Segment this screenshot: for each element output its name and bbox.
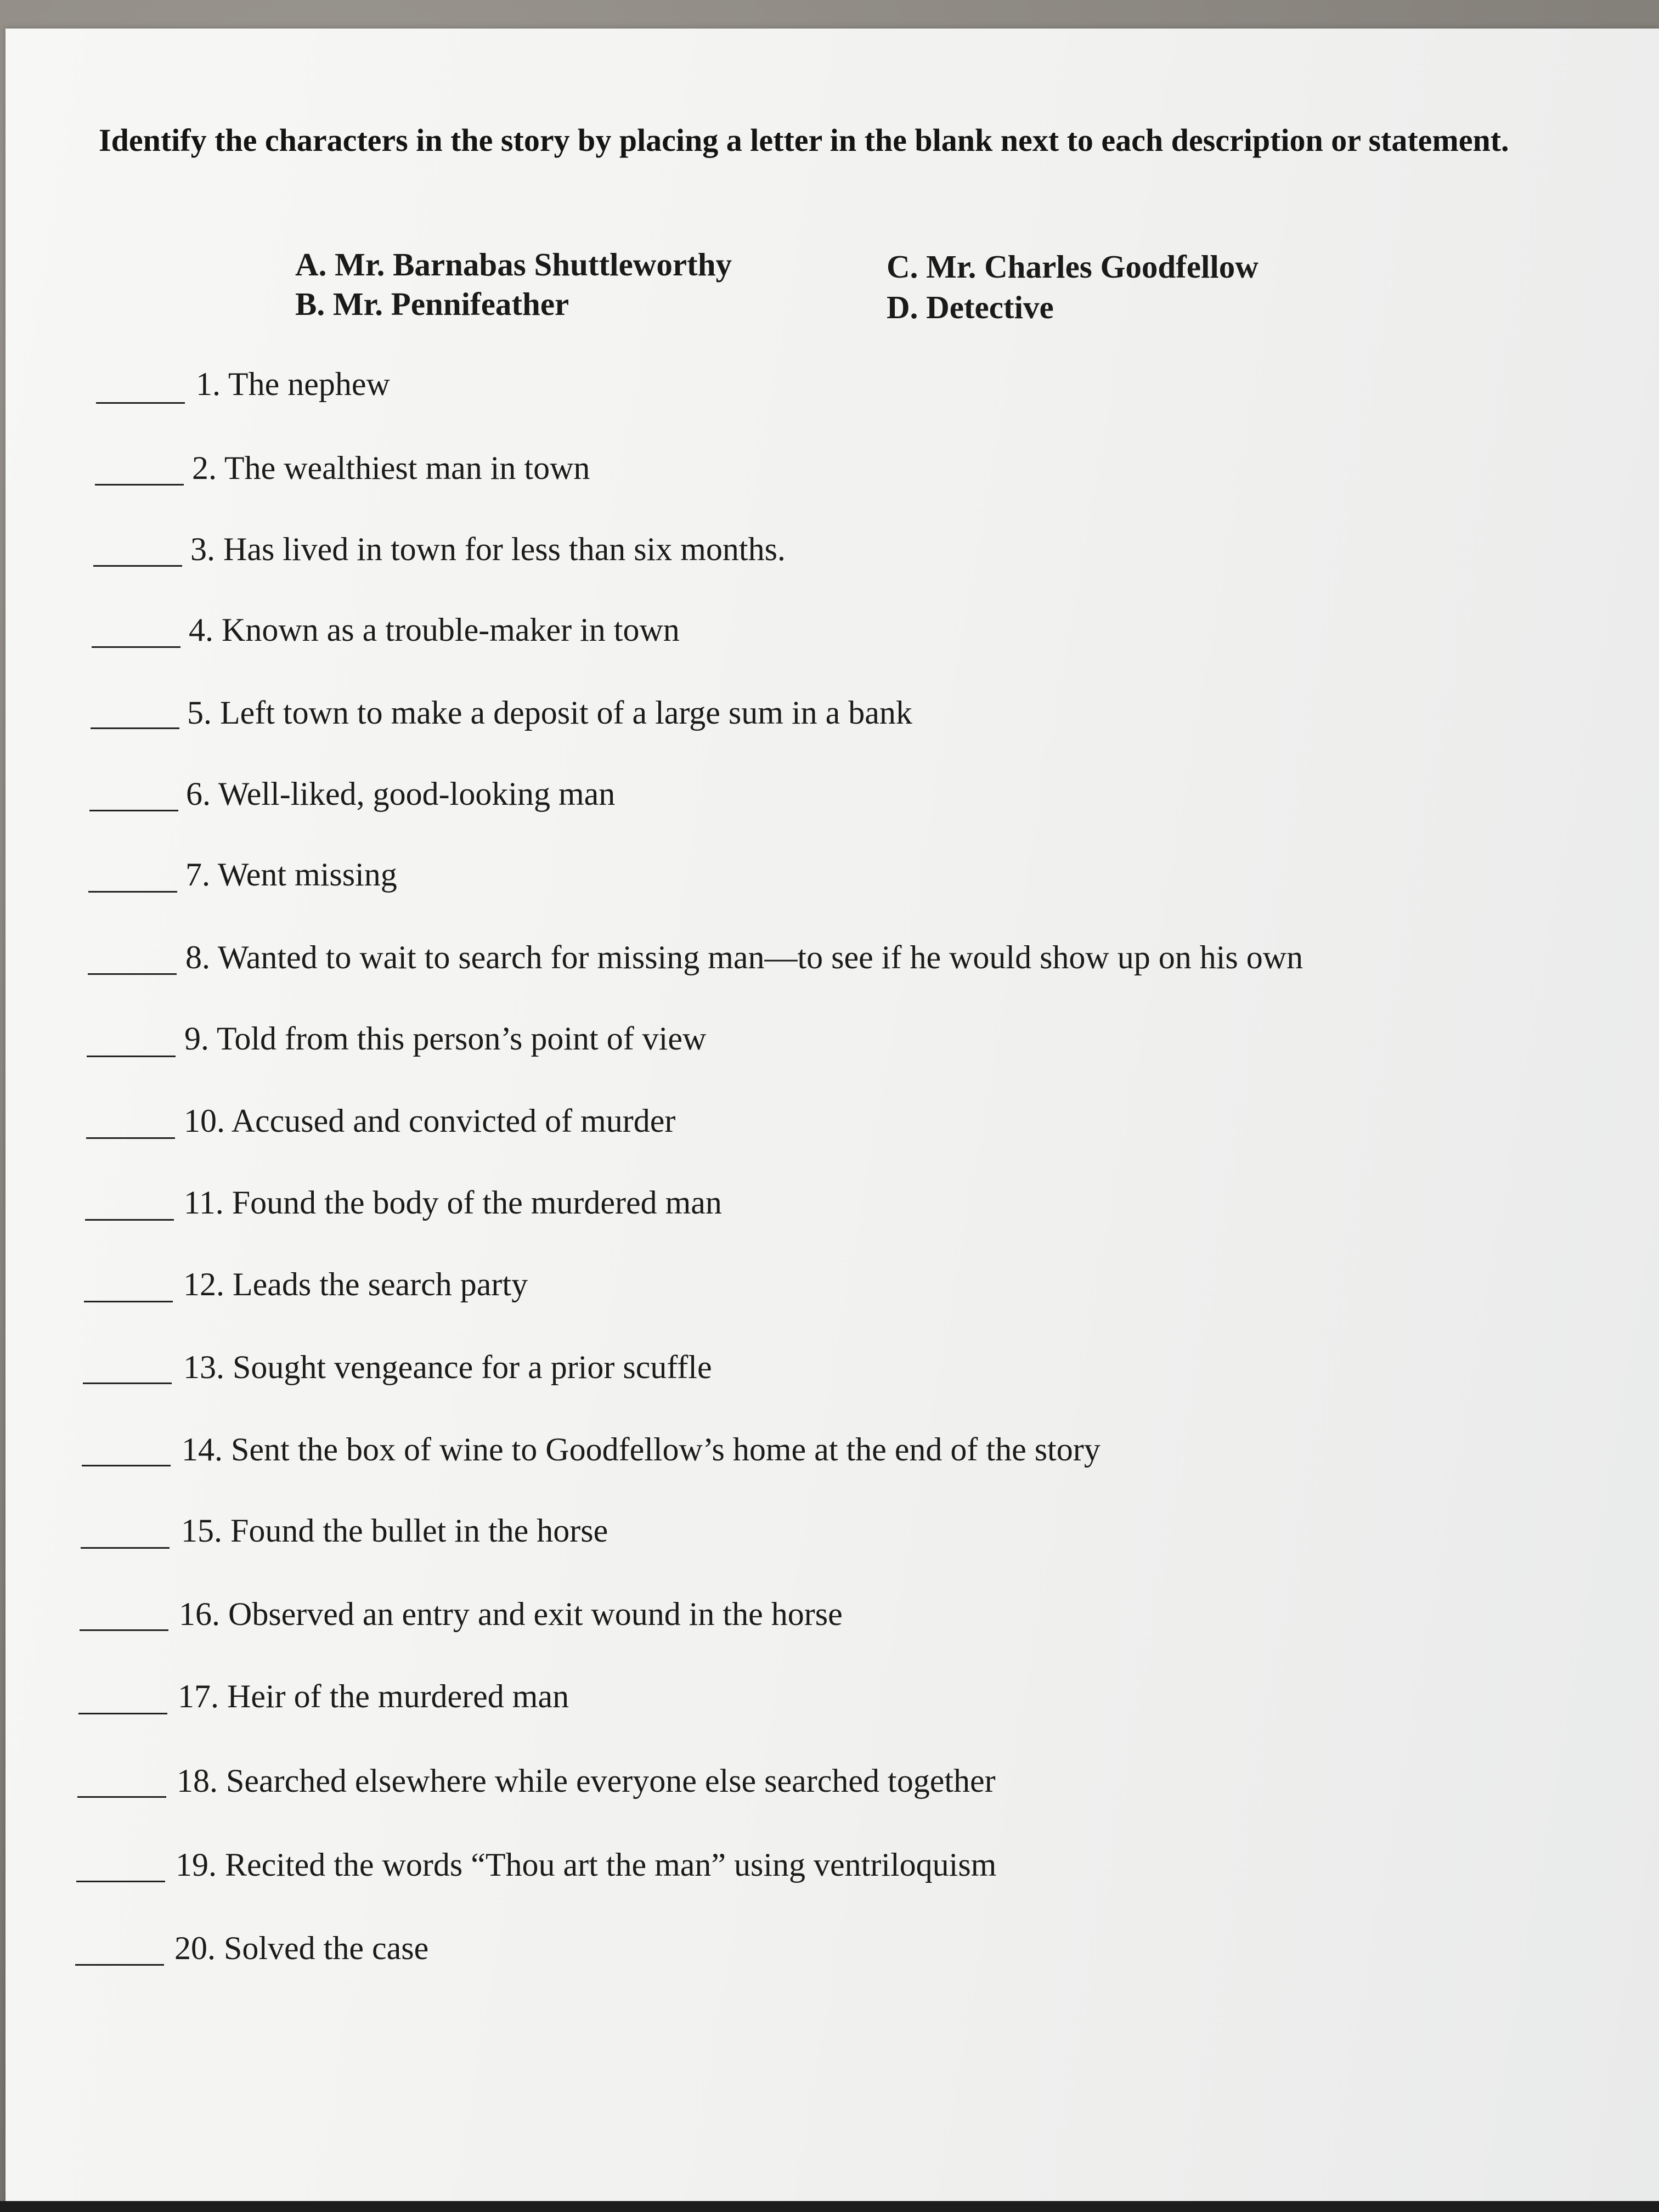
- question-5: 5. Left town to make a deposit of a large sum in a bank: [187, 695, 912, 731]
- choice-b: B. Mr. Pennifeather: [295, 286, 569, 322]
- question-17: 17. Heir of the murdered man: [178, 1678, 569, 1714]
- instructions-text: Identify the characters in the story by placing a letter in the blank next to each description or statement.: [99, 122, 1509, 158]
- answer-blank-5[interactable]: [91, 727, 179, 729]
- choice-c: C. Mr. Charles Goodfellow: [887, 249, 1259, 285]
- question-11: 11. Found the body of the murdered man: [184, 1184, 722, 1221]
- question-8: 8. Wanted to wait to search for missing man—to see if he would show up on his own: [185, 939, 1304, 975]
- answer-blank-8[interactable]: [88, 973, 177, 975]
- answer-blank-9[interactable]: [87, 1056, 176, 1057]
- question-13: 13. Sought vengeance for a prior scuffle: [183, 1349, 712, 1385]
- answer-blank-18[interactable]: [77, 1796, 166, 1798]
- question-16: 16. Observed an entry and exit wound in the horse: [179, 1596, 843, 1632]
- answer-blank-7[interactable]: [88, 891, 177, 893]
- choice-a: A. Mr. Barnabas Shuttleworthy: [295, 246, 732, 283]
- question-10: 10. Accused and convicted of murder: [184, 1103, 676, 1139]
- question-9: 9. Told from this person’s point of view: [184, 1020, 707, 1057]
- answer-blank-14[interactable]: [82, 1465, 171, 1466]
- question-19: 19. Recited the words “Thou art the man” using ventriloquism: [176, 1847, 997, 1883]
- answer-blank-1[interactable]: [96, 402, 185, 404]
- answer-blank-4[interactable]: [92, 646, 180, 648]
- answer-blank-10[interactable]: [86, 1137, 175, 1139]
- question-3: 3. Has lived in town for less than six months.: [190, 531, 786, 567]
- question-1: 1. The nephew: [196, 366, 390, 402]
- answer-blank-3[interactable]: [93, 565, 182, 567]
- question-4: 4. Known as a trouble-maker in town: [189, 612, 680, 648]
- question-15: 15. Found the bullet in the horse: [181, 1513, 608, 1549]
- answer-blank-15[interactable]: [81, 1547, 170, 1549]
- answer-blank-2[interactable]: [95, 484, 184, 486]
- answer-blank-17[interactable]: [78, 1713, 167, 1714]
- answer-blank-19[interactable]: [76, 1881, 165, 1882]
- answer-blank-20[interactable]: [75, 1964, 164, 1966]
- question-12: 12. Leads the search party: [183, 1266, 528, 1302]
- photo-bottom-edge: [0, 2201, 1659, 2212]
- question-6: 6. Well-liked, good-looking man: [186, 776, 616, 812]
- question-7: 7. Went missing: [185, 856, 397, 893]
- choice-d: D. Detective: [887, 289, 1054, 325]
- question-2: 2. The wealthiest man in town: [192, 450, 590, 486]
- answer-blank-13[interactable]: [83, 1383, 172, 1384]
- question-18: 18. Searched elsewhere while everyone else searched together: [177, 1763, 996, 1799]
- answer-blank-16[interactable]: [80, 1629, 168, 1631]
- answer-blank-6[interactable]: [89, 810, 178, 811]
- answer-blank-11[interactable]: [85, 1219, 174, 1221]
- question-14: 14. Sent the box of wine to Goodfellow’s home at the end of the story: [182, 1431, 1101, 1468]
- question-20: 20. Solved the case: [174, 1930, 429, 1966]
- answer-blank-12[interactable]: [84, 1301, 173, 1302]
